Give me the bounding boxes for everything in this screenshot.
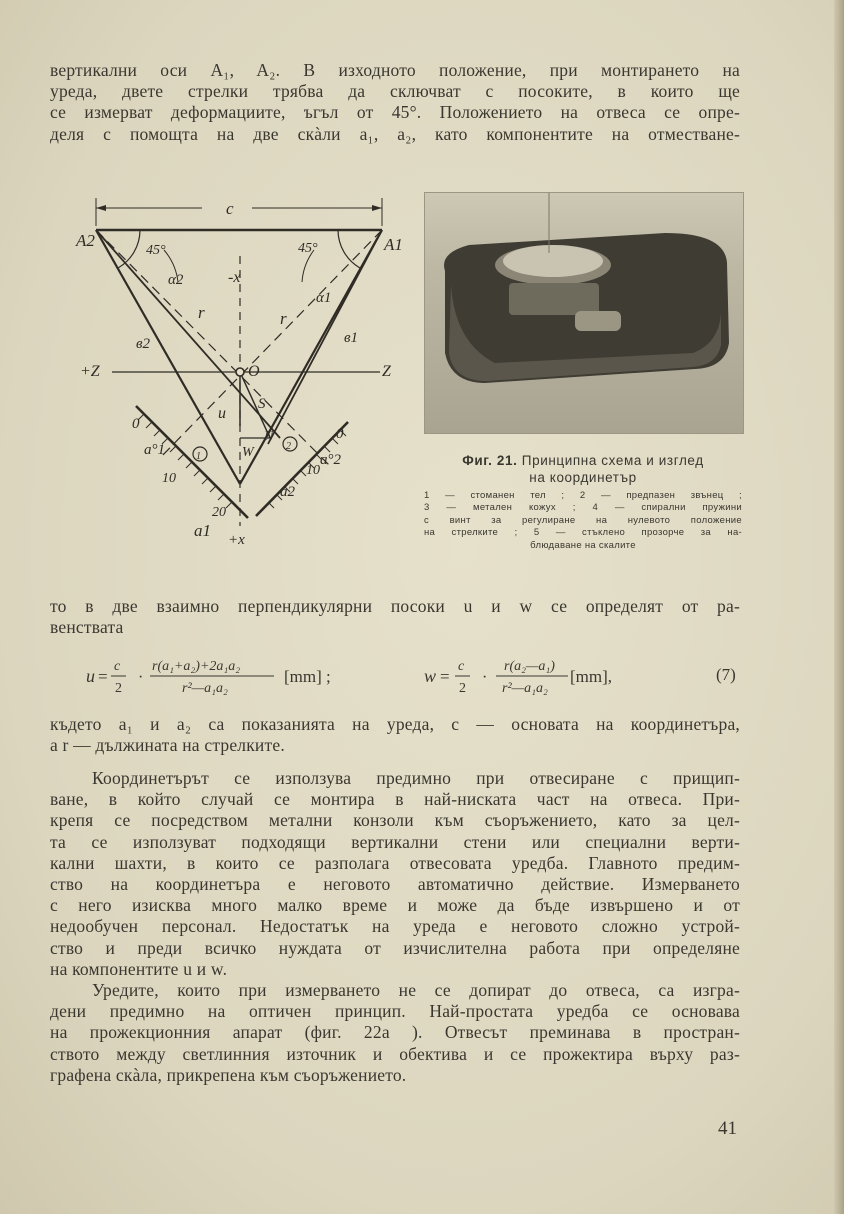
text-line: ство и преди всичко нуждата от изчислителна работа при определяне <box>50 937 740 958</box>
figure-caption-legend <box>424 490 742 552</box>
text-line: дени предимно на оптичен принцип. Най-простата уредба се основава <box>50 1001 740 1022</box>
formula-u-two: 2 <box>115 681 122 696</box>
label-origin: O <box>248 363 260 380</box>
svg-text:=: = <box>98 667 108 686</box>
paragraph-main <box>50 768 740 980</box>
text-line: а r — дължината на стрелките. <box>50 735 285 756</box>
caption-line: 3 — метален кожух ; 4 — спирални пружини <box>424 502 742 514</box>
formula-w-numerator: r(a₂—a₁) <box>504 659 555 674</box>
pointer-left <box>96 230 280 438</box>
label-minus-x: -x <box>228 269 241 286</box>
page-number: 41 <box>718 1118 737 1139</box>
label-a2: a2 <box>280 484 295 500</box>
formula-w-two: 2 <box>459 681 466 696</box>
caption-line: блюдаване на скалите <box>530 539 636 551</box>
paragraph-mid <box>50 596 740 638</box>
formula-u-unit: [mm] ; <box>284 667 331 686</box>
label-angle-left: 45° <box>146 243 166 258</box>
label-a1: a1 <box>194 521 211 540</box>
text-line: на компонентите u и w. <box>50 958 228 979</box>
label-twenty: 20 <box>212 505 226 520</box>
text-line: ството между светлинния източник и обектива и се прожектира върху раз- <box>50 1043 740 1064</box>
text-line: Уредите, които при измерването не се допират до отвеса, са изгра- <box>92 980 740 1000</box>
svg-text:·: · <box>138 669 144 686</box>
text-line: та се използуват подходящи вертикални стени или специални верти- <box>50 831 740 852</box>
caption-line: 1 — стоманен тел ; 2 — предпазен звънец ; <box>424 490 742 501</box>
figure-caption-title <box>424 452 742 486</box>
formula-w-unit: [mm], <box>570 667 613 686</box>
label-n: N <box>264 429 274 444</box>
text-line: недообучен персонал. Недостатък на уреда е неговото сложно устрой- <box>50 916 740 937</box>
formula-w-c: c <box>458 659 465 674</box>
text-line: ство на координетъра е неговото автоматично действие. Измерването <box>50 874 740 895</box>
label-circle-2: 2 <box>286 441 291 452</box>
formula-w <box>424 650 664 702</box>
label-a2-zero: a°2 <box>320 452 341 468</box>
label-alpha2: α2 <box>168 272 184 288</box>
label-ten-right: 10 <box>306 463 320 478</box>
formula-w-lhs: w <box>424 666 437 686</box>
formula-u <box>86 650 366 702</box>
text-line: с него изисква много малко време и може да бъде извършено и от <box>50 895 740 916</box>
label-s: S <box>258 396 266 412</box>
text-line: ване, в който случай се монтира в най-ниската част на отвеса. При- <box>50 789 740 810</box>
formula-u-lhs: u <box>86 666 95 686</box>
text-line: то в две взаимно перпендикулярни посоки u и w се определят от ра- <box>50 596 740 616</box>
page-edge-shadow <box>834 0 844 1214</box>
label-angle-right: 45° <box>298 241 318 256</box>
svg-text:=: = <box>440 667 450 686</box>
caption-line: с винт за регулиране на нулевото положение <box>424 514 742 526</box>
paragraph-top <box>50 60 740 145</box>
caption-line: на стрелките ; 5 — стъклено прозорче за на- <box>424 527 742 539</box>
paragraph-last <box>50 980 740 1086</box>
svg-text:·: · <box>482 669 488 686</box>
paragraph-where <box>50 714 740 756</box>
label-r-left: r <box>198 303 205 322</box>
label-circle-1: 1 <box>196 451 201 462</box>
label-r-right: r <box>280 309 287 328</box>
pointer-right <box>268 230 382 444</box>
label-alpha1: α1 <box>316 290 332 306</box>
label-A1: A1 <box>384 235 403 254</box>
text-line: на прожекционния апарат (фиг. 22a ). Отвесът преминава в простран- <box>50 1022 740 1043</box>
label-zero-right: 0 <box>336 426 344 442</box>
formula-w-denominator: r²—a₁a₂ <box>502 681 548 696</box>
device-photograph <box>424 192 744 434</box>
label-zero-left: 0 <box>132 416 140 432</box>
coordinometer-schematic <box>52 186 424 558</box>
label-z: Z <box>382 363 391 380</box>
text-line: графена скàла, прикрепена към съоръжението. <box>50 1064 407 1085</box>
formula-u-denominator: r²—a₁a₂ <box>182 681 228 696</box>
label-ten-left: 10 <box>162 471 176 486</box>
label-b1: в1 <box>344 330 359 346</box>
label-plus-z: +Z <box>80 363 100 380</box>
label-w: W <box>242 445 254 460</box>
text-line: венствата <box>50 617 124 638</box>
text-line: Координетърът се използува предимно при отвесиране с прищип- <box>92 768 740 788</box>
text-line: се измерват деформациите, ъгъл от 45°. Положението на отвеса се опре- <box>50 102 740 123</box>
caption-title-line2: на координетър <box>529 470 637 485</box>
text-line: крепя се посредством метални конзоли към съоръжението, като за цел- <box>50 810 740 831</box>
caption-title-line1: Принципна схема и изглед <box>521 453 704 468</box>
text-line: кални шахти, в които се разполага отвесовата уредба. Главното предим- <box>50 852 740 873</box>
device-illustration <box>425 193 743 433</box>
label-c: c <box>226 199 234 218</box>
text-line: уреда, двете стрелки трябва да сключват с посоките, в които ще <box>50 81 740 102</box>
formula-u-numerator: r(a₁+a₂)+2a₁a₂ <box>152 659 241 674</box>
label-b2: в2 <box>136 336 151 352</box>
label-plus-x: +x <box>228 532 245 548</box>
formula-u-c: c <box>114 659 121 674</box>
label-a1-zero: a°1 <box>144 442 165 458</box>
figure-label: Фиг. 21. <box>462 453 518 468</box>
equation-number: (7) <box>716 665 736 684</box>
text-line: където a₁ и a₂ са показанията на уреда, c — основата на координетъра, <box>50 714 740 734</box>
text-line: деля с помощта на две скàли a₁, a₂, като компонентите на отместване- <box>50 123 740 144</box>
text-line: вертикални оси A₁, A₂. В изходното положение, при монтирането на <box>50 60 740 80</box>
label-u: u <box>218 405 226 422</box>
label-A2: A2 <box>76 231 95 250</box>
